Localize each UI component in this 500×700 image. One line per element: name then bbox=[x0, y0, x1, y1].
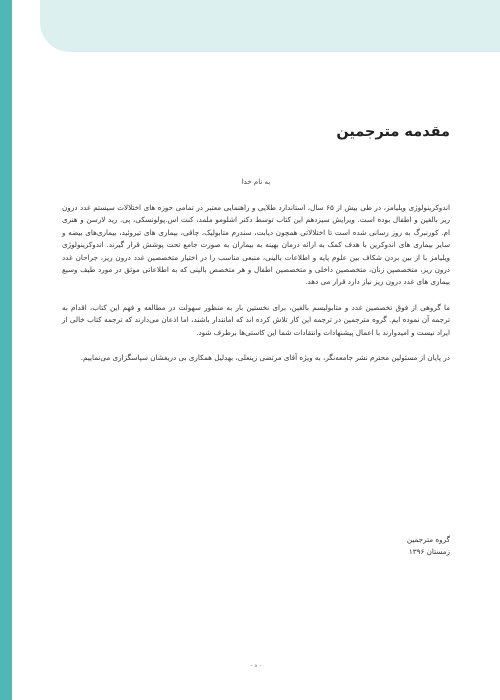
signature-group: گروه مترجمین bbox=[406, 535, 450, 544]
paragraph-1: اندوکرینولوژی ویلیامز، در طی بیش از ۶۵ سال، استاندارد طلایی و راهنمایی معتبر در تمامی حوزه های اختلالات سیستم غدد درون ریز بالغین و اطفال بوده است. ویرایش سیزدهم این کتاب توسط دکتر اشلومو ملمد، کنت اس.پولونسکی، پی. رید لارسن و هنری ام. کورنبرگ به روز رسانی شده است تا اختلالاتی همچون دیابت، سندرم متابولیک، چاقی، بیماری های تیروئید، بیماری‌های بیضه و سایر بیماری های اندوکرین با هدف کمک به ارائه درمان بهینه به بیماران به صورت جامع تحت پوشش قرار گیرند. اندوکرینولوژی ویلیامز با از بین بردن شکاف بین علوم پایه و اطلاعات بالینی، منبعی مناسب را در اختیار متخصصین غدد درون ریز، جراحان غدد درون ریز، متخصصین زنان، متخصصین داخلی و متخصصین اطفال و هر متخصص بالینی که به اطلاعاتی موثق در مورد طیف وسیع بیماری های غدد درون ریز نیاز دارد قرار می دهد. bbox=[62, 203, 451, 287]
signature-date: زمستان ۱۳۹۶ bbox=[408, 546, 450, 556]
document-page bbox=[62, 0, 450, 700]
signature-block bbox=[407, 534, 450, 557]
document-body bbox=[62, 202, 450, 377]
paragraph-2: ما گروهی از فوق تخصصین غدد و متابولیسم بالغین، برای نخستین بار به منظور سهولت در مطالعه و فهم این کتاب، اقدام به ترجمه آن نموده ایم. گروه مترجمین در ترجمه این کار تلاش کرده اند که امانتدار باشند، اما اذعان می‌دارند که ترجمه کتاب خالی از ایراد نیست و امیدوارند با اعمال پیشنهادات وانتقادات شما این کاستی‌ها برطرف شود. bbox=[62, 302, 450, 337]
page-number: - ه - bbox=[250, 662, 262, 669]
basmala: به نام خدا bbox=[241, 178, 271, 186]
page-title: مقدمه مترجمین bbox=[336, 124, 450, 140]
side-accent-strip bbox=[0, 0, 12, 700]
paragraph-3: در پایان از مسئولین محترم نشر جامعه‌نگر، به ویژه آقای مرتضی زینعلی، بهدلیل همکاری بی دریغشان سپاسگزاری می‌نماییم. bbox=[80, 353, 450, 363]
